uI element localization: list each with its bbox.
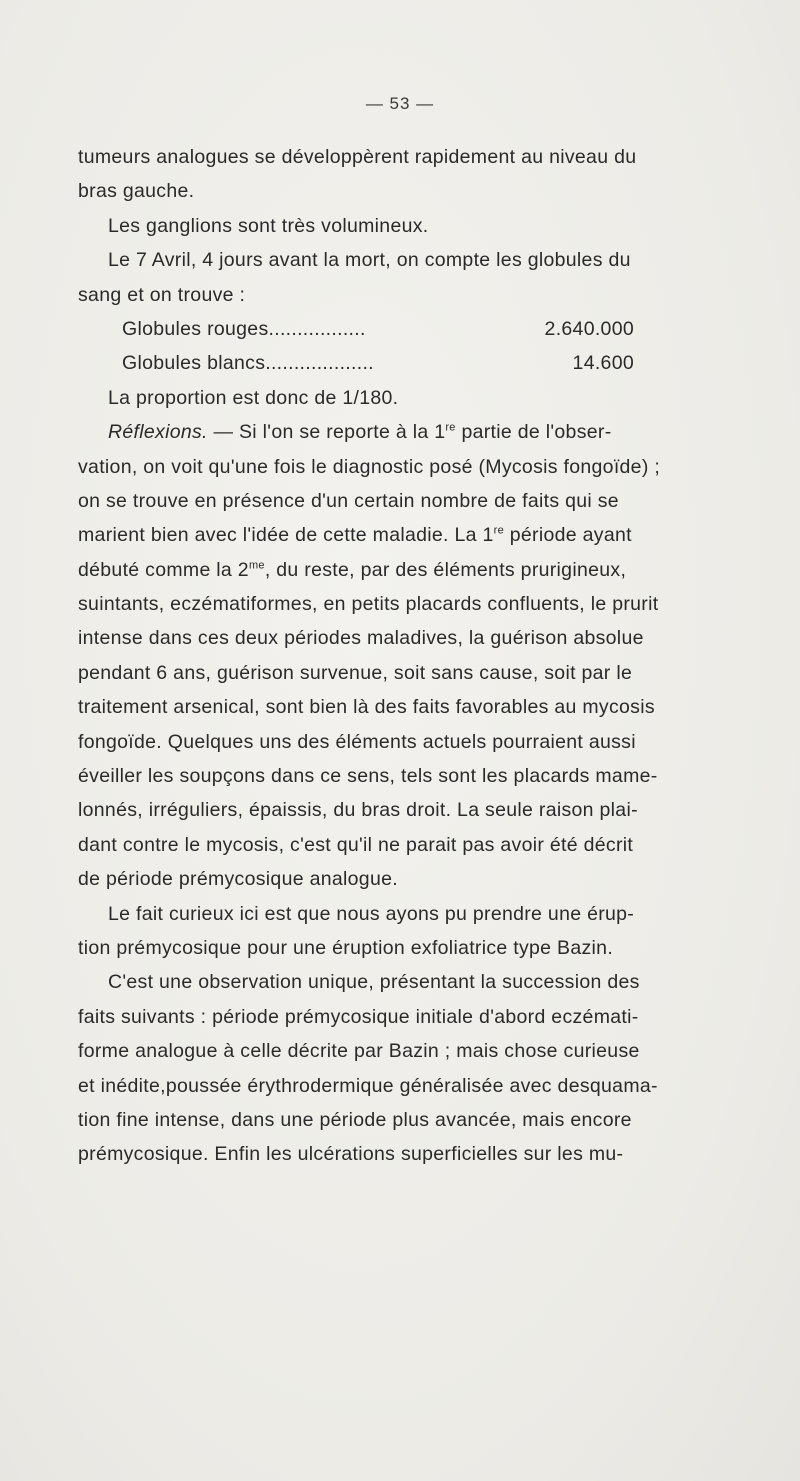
blood-count-label: Globules blancs................... [122, 352, 374, 375]
text-line: forme analogue à celle décrite par Bazin ; mais chose curieuse [78, 1040, 640, 1063]
text-line: tion prémycosique pour une éruption exfoliatrice type Bazin. [78, 936, 614, 959]
text-line: dant contre le mycosis, c'est qu'il ne parait pas avoir été décrit [78, 833, 634, 856]
text-line: éveiller les soupçons dans ce sens, tels sont les placards mame- [78, 765, 658, 788]
text-line: lonnés, irréguliers, épaissis, du bras droit. La seule raison plai- [78, 799, 638, 822]
text-line: de période prémycosique analogue. [78, 868, 398, 891]
blood-count-row [78, 346, 728, 380]
text-line: sang et on trouve : [78, 283, 246, 306]
text-fragment: marient bien avec l'idée de cette maladie. La 1 [78, 524, 494, 547]
text-fragment: débuté comme la 2 [78, 558, 249, 581]
reflexions-heading: Réflexions. [108, 421, 208, 444]
reflexions-line [78, 415, 728, 449]
text-line: fongoïde. Quelques uns des éléments actuels pourraient aussi [78, 730, 636, 753]
text-fragment: — Si l'on se reporte à la 1 [213, 421, 446, 444]
text-line: on se trouve en présence d'un certain nombre de faits qui se [78, 489, 619, 512]
text-fragment: période ayant [504, 524, 632, 547]
text-line: vation, on voit qu'une fois le diagnostic posé (Mycosis fongoïde) ; [78, 455, 661, 478]
text-fragment: , du reste, par des éléments prurigineux, [264, 558, 627, 581]
page-number: — 53 — [365, 94, 435, 113]
text-line [78, 518, 728, 552]
text-line: prémycosique. Enfin les ulcérations superficielles sur les mu- [78, 1143, 624, 1166]
text-line: pendant 6 ans, guérison survenue, soit sans cause, soit par le [78, 661, 633, 684]
body-text [78, 140, 728, 1172]
text-line: et inédite,poussée érythrodermique généralisée avec desquama- [78, 1074, 658, 1097]
text-line [78, 553, 728, 587]
superscript: me [248, 559, 265, 572]
text-line: faits suivants : période prémycosique initiale d'abord eczémati- [78, 1005, 639, 1028]
text-line: La proportion est donc de 1/180. [108, 386, 399, 409]
text-line: Le 7 Avril, 4 jours avant la mort, on compte les globules du [108, 249, 631, 272]
superscript: re [493, 524, 505, 537]
text-line: traitement arsenical, sont bien là des faits favorables au mycosis [78, 696, 655, 719]
text-fragment: partie de l'obser- [455, 421, 612, 444]
text-line: tion fine intense, dans une période plus avancée, mais encore [78, 1108, 632, 1131]
text-line: tumeurs analogues se développèrent rapidement au niveau du [78, 146, 637, 168]
blood-count-label: Globules rouges................. [122, 317, 366, 340]
text-line: C'est une observation unique, présentant la succession des [108, 971, 640, 994]
text-line: Le fait curieux ici est que nous ayons pu prendre une érup- [108, 902, 635, 925]
blood-count-value: 2.640.000 [544, 317, 634, 340]
superscript: re [445, 421, 456, 434]
blood-count-row [78, 312, 728, 346]
text-line: intense dans ces deux périodes maladives, la guérison absolue [78, 627, 644, 650]
text-line: Les ganglions sont très volumineux. [108, 214, 429, 237]
text-line: bras gauche. [78, 180, 195, 203]
text-line: suintants, eczématiformes, en petits placards confluents, le prurit [78, 593, 659, 616]
blood-count-value: 14.600 [572, 352, 634, 375]
